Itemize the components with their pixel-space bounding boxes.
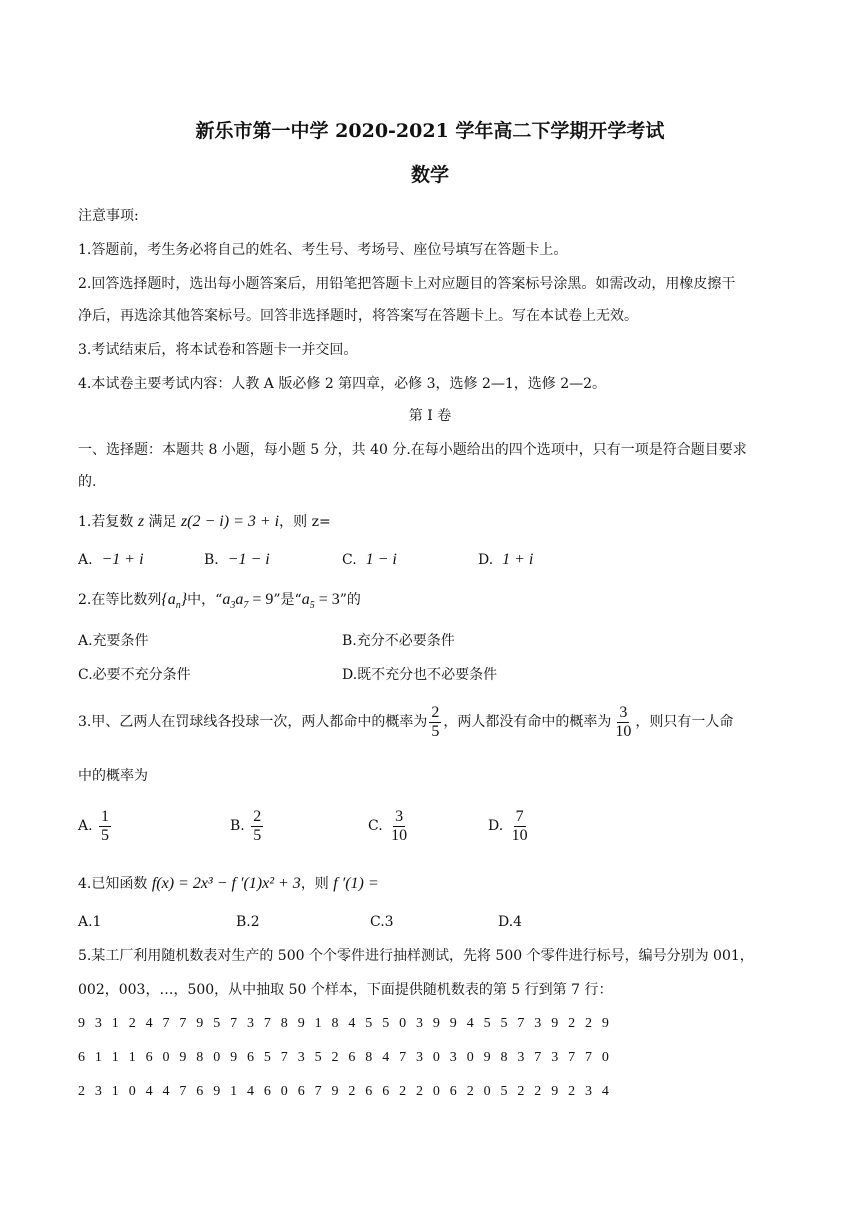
q1-option-b: B. −1 − i — [204, 551, 270, 568]
q4-option-b: B.2 — [236, 914, 260, 930]
question-1 — [78, 512, 788, 532]
q1-mid: 满足 — [144, 514, 181, 530]
note-1: 1.答题前，考生务必将自己的姓名、考生号、考场号、座位号填写在答题卡上。 — [78, 242, 568, 258]
q5-line2: 002，003，…，500，从中抽取 50 个样本，下面提供随机数表的第 5 行到第 7 行： — [78, 982, 613, 998]
note-4: 4.本试卷主要考试内容：人教 A 版必修 2 第四章，必修 3，选修 2—1，选修 2—2。 — [78, 376, 607, 392]
question-2: 2.在等比数列$\{a_n\}$中，“$a_3a_7 = 9$”是“$a_5 = 3$”的 — [78, 591, 361, 612]
question-3: 3.甲、乙两人在罚球线各投球一次，两人都命中的概率为 $\frac{2}{5}$ ，两人都没有命中的概率为 $\frac{3}{10}$ ，则只有一人命 — [78, 703, 734, 740]
q3-option-c: C. $\frac{3}{10}$ — [368, 807, 408, 844]
random-table-row-7: 2 3 1 0 4 4 7 6 9 1 4 6 0 6 7 9 2 6 6 2 2 0 6 2 0 5 2 2 9 2 3 4 — [78, 1084, 613, 1099]
q3-option-a: A. $\frac{1}{5}$ — [78, 807, 110, 844]
note-2b: 净后，再选涂其他答案标号。回答非选择题时，将答案写在答题卡上。写在本试卷上无效。 — [78, 308, 638, 324]
q4-ask: f ′(1) = — [333, 875, 379, 892]
q1-post: ，则 z= — [279, 514, 331, 530]
q3-fraction-2: $\frac{3}{10}$ — [615, 703, 632, 740]
q1-option-a: A. −1 + i — [78, 551, 144, 568]
exam-title: 新乐市第一中学 2020-2021 学年高二下学期开学考试 — [195, 120, 665, 142]
random-table-row-5: 9 3 1 2 4 7 7 9 5 7 3 7 8 9 1 8 4 5 5 0 3 9 9 4 5 5 7 3 9 2 2 9 — [78, 1016, 613, 1031]
q2-option-c: C.必要不充分条件 — [78, 667, 191, 683]
q1-pre: 1.若复数 — [78, 514, 138, 530]
q3-line2: 中的概率为 — [78, 768, 148, 784]
question-4: 4.已知函数 f(x) = 2x³ − f ′(1)x² + 3，则 f ′(1) = — [78, 875, 379, 892]
q3-option-b: B. $\frac{2}{5}$ — [230, 807, 262, 844]
q5-line1: 5.某工厂利用随机数表对生产的 500 个个零件进行抽样测试，先将 500 个零件进行标号，编号分别为 001， — [78, 948, 754, 964]
q4-option-c: C.3 — [370, 914, 394, 930]
q4-option-d: D.4 — [498, 914, 523, 930]
section1-line2: 的. — [78, 474, 97, 490]
q2-option-a: A.充要条件 — [78, 633, 149, 649]
section1-line1: 一、选择题：本题共 8 小题，每小题 5 分，共 40 分.在每小题给出的四个选项中，只有一项是符合题目要求 — [78, 442, 747, 458]
random-table-row-6: 6 1 1 1 6 0 9 8 0 9 6 5 7 3 5 2 6 8 4 7 3 0 3 0 9 8 3 7 3 7 7 0 — [78, 1050, 613, 1065]
q1-option-d: D. 1 + i — [478, 551, 534, 568]
q1-option-c: C. 1 − i — [342, 551, 397, 568]
q3-fraction-1: $\frac{2}{5}$ — [431, 703, 440, 740]
q4-option-a: A.1 — [78, 914, 102, 930]
note-3: 3.考试结束后，将本试卷和答题卡一并交回。 — [78, 342, 358, 358]
subject-title: 数学 — [410, 164, 449, 186]
q4-equation: f(x) = 2x³ − f ′(1)x² + 3 — [151, 875, 301, 892]
note-2a: 2.回答选择题时，选出每小题答案后，用铅笔把答题卡上对应题目的答案标号涂黑。如需改动，用橡皮擦干 — [78, 276, 736, 292]
q2-option-b: B.充分不必要条件 — [342, 633, 455, 649]
q1-var: z — [137, 513, 145, 530]
q2-option-d: D.既不充分也不必要条件 — [342, 667, 498, 683]
q1-equation: z(2 − i) = 3 + i — [180, 513, 280, 530]
q2-condition-2: $a_5 = 3$ — [301, 591, 340, 612]
q2-sequence: $\{a_n\}$ — [161, 591, 188, 612]
q3-option-d: D. $\frac{7}{10}$ — [488, 807, 528, 844]
notes-heading: 注意事项: — [78, 208, 139, 224]
volume-label: 第 I 卷 — [408, 408, 452, 424]
q2-condition-1: $a_3a_7 = 9$ — [222, 591, 274, 612]
